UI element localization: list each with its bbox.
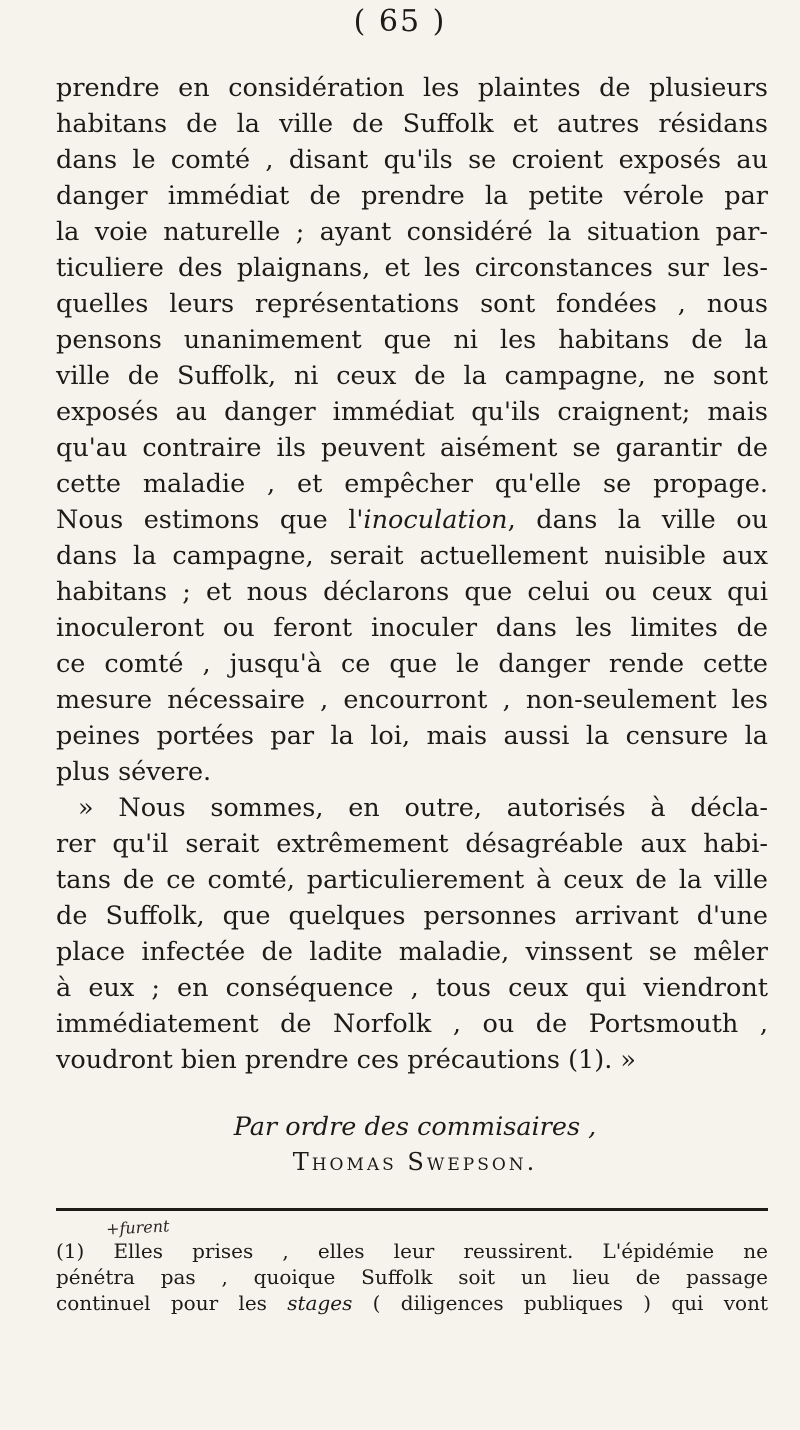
text-line: ticuliere des plaignans, et les circonstances sur les- — [56, 253, 768, 283]
text-line: place infectée de ladite maladie, vinssent se mêler — [56, 937, 768, 967]
signature-name: Thomas Swepson. — [292, 1148, 538, 1176]
text-line: habitans ; et nous déclarons que celui ou ceux qui — [56, 577, 768, 607]
text-line: voudront bien prendre ces précautions (1). » — [56, 1045, 637, 1075]
text-line: habitans de la ville de Suffolk et autres résidans — [56, 109, 768, 139]
text-line: ce comté , jusqu'à ce que le danger rende cette — [56, 649, 768, 679]
text-line: rer qu'il serait extrêmement désagréable aux habi- — [56, 829, 768, 859]
text-line: danger immédiat de prendre la petite vérole par — [56, 181, 768, 211]
body-text — [56, 70, 768, 1078]
handwritten-annotation: +furent — [105, 1216, 170, 1239]
text-line: tans de ce comté, particulierement à ceux de la ville — [56, 865, 768, 895]
text-line: pensons unanimement que ni les habitans de la — [56, 325, 768, 355]
text-line: dans la campagne, serait actuellement nuisible aux — [56, 541, 768, 571]
text-line: mesure nécessaire , encourront , non-seulement les — [56, 685, 768, 715]
footnote-line: (1) Elles prises , elles leur reussirent. L'épidémie ne — [56, 1239, 768, 1263]
text-line: Nous estimons que l'inoculation, dans la ville ou — [56, 505, 768, 535]
text-line: prendre en considération les plaintes de plusieurs — [56, 73, 768, 103]
page-number: ( 65 ) — [353, 4, 447, 39]
footnote-line: pénétra pas , quoique Suffolk soit un lieu de passage — [56, 1265, 768, 1289]
text-line: la voie naturelle ; ayant considéré la situation par- — [56, 217, 768, 247]
text-line: peines portées par la loi, mais aussi la censure la — [56, 721, 768, 751]
text-line: ville de Suffolk, ni ceux de la campagne, ne sont — [56, 361, 768, 391]
text-line: quelles leurs représentations sont fondées , nous — [56, 289, 768, 319]
text-line: exposés au danger immédiat qu'ils craignent; mais — [56, 397, 768, 427]
text-line: » Nous sommes, en outre, autorisés à décla- — [78, 793, 768, 823]
footnote-line: continuel pour les stages ( diligences publiques ) qui vont — [56, 1291, 768, 1315]
text-line: à eux ; en conséquence , tous ceux qui viendront — [56, 973, 768, 1003]
text-line: dans le comté , disant qu'ils se croient exposés au — [56, 145, 768, 175]
text-line: plus sévere. — [56, 757, 212, 787]
signature-order: Par ordre des commisaires , — [233, 1112, 597, 1142]
text-line: qu'au contraire ils peuvent aisément se garantir de — [56, 433, 768, 463]
text-line: cette maladie , et empêcher qu'elle se propage. — [56, 469, 768, 499]
text-line: immédiatement de Norfolk , ou de Portsmouth , — [56, 1009, 768, 1039]
text-line: de Suffolk, que quelques personnes arrivant d'une — [56, 901, 768, 931]
footnote — [56, 1238, 768, 1316]
footnote-rule — [56, 1208, 768, 1211]
text-line: inoculeront ou feront inoculer dans les limites de — [56, 613, 768, 643]
